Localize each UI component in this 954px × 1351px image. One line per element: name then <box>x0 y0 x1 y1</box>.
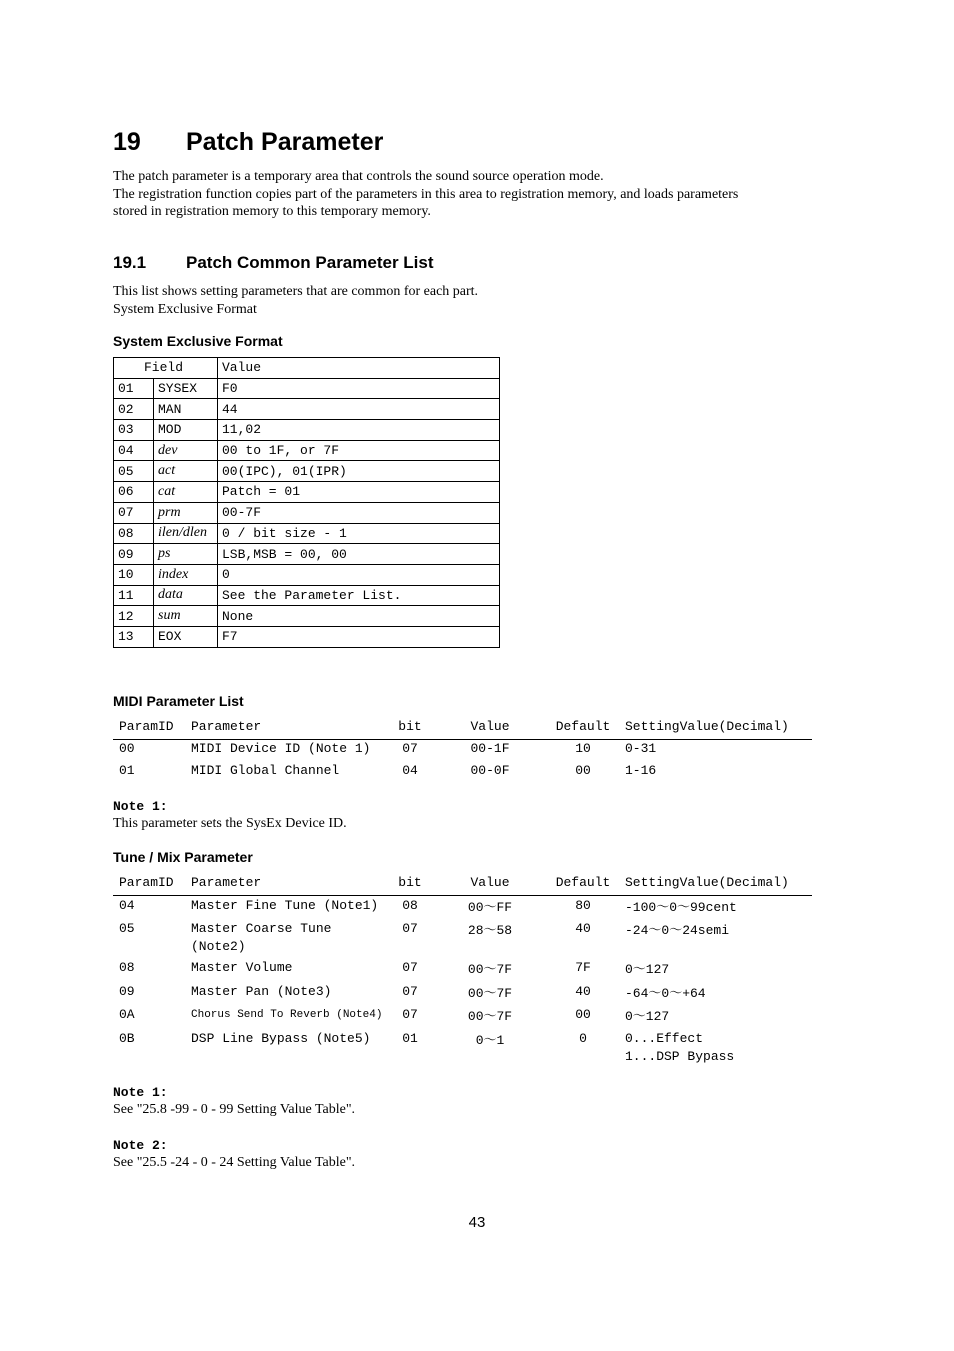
table-row <box>114 564 500 585</box>
table-row <box>113 982 812 1005</box>
table-row <box>114 420 500 441</box>
row-field: data <box>154 585 218 606</box>
midi-note-label: Note 1: <box>113 799 168 814</box>
row-number: 12 <box>114 606 154 627</box>
col-value: Value <box>470 875 510 890</box>
row-field: index <box>154 564 218 585</box>
row-field: sum <box>154 606 218 627</box>
param-id: 05 <box>119 921 135 936</box>
param-value: 00～7F <box>467 962 513 977</box>
param-name: MIDI Device ID (Note 1) <box>191 741 371 756</box>
sysex-table <box>113 357 500 648</box>
param-bit: 01 <box>402 1031 418 1046</box>
row-field: EOX <box>154 626 218 647</box>
col-bit: bit <box>398 719 422 734</box>
row-number: 11 <box>114 585 154 606</box>
row-number: 03 <box>114 420 154 441</box>
row-value: 44 <box>218 399 500 420</box>
sysex-heading: System Exclusive Format <box>113 333 283 349</box>
table-row <box>114 482 500 503</box>
col-setting: SettingValue(Decimal) <box>625 719 789 734</box>
param-value: 00-1F <box>470 741 510 756</box>
row-number: 01 <box>114 378 154 399</box>
param-id: 0A <box>119 1007 135 1022</box>
row-field: prm <box>154 502 218 523</box>
row-value: F7 <box>218 626 500 647</box>
chapter-title: Patch Parameter <box>186 128 384 156</box>
row-number: 02 <box>114 399 154 420</box>
row-field: ilen/dlen <box>154 523 218 544</box>
tune-note-2-label: Note 2: <box>113 1138 168 1153</box>
param-id: 09 <box>119 984 135 999</box>
row-value: See the Parameter List. <box>218 585 500 606</box>
section-title: Patch Common Parameter List <box>186 253 434 272</box>
param-default: 10 <box>575 741 591 756</box>
row-number: 09 <box>114 544 154 565</box>
row-value: 00 to 1F, or 7F <box>218 440 500 461</box>
table-row <box>113 1005 812 1029</box>
row-number: 07 <box>114 502 154 523</box>
table-row <box>114 440 500 461</box>
row-value: LSB,MSB = 00, 00 <box>218 544 500 565</box>
param-default: 80 <box>575 898 591 913</box>
param-default: 0 <box>579 1031 587 1046</box>
col-parameter: Parameter <box>191 875 262 890</box>
col-default: Default <box>555 719 611 734</box>
row-number: 13 <box>114 626 154 647</box>
param-default: 40 <box>575 921 591 936</box>
table-header-row <box>113 717 812 740</box>
table-row <box>114 502 500 523</box>
param-name: Master Coarse Tune <box>191 921 332 936</box>
param-setting: 0...Effect <box>625 1031 704 1046</box>
intro-paragraph <box>113 168 803 221</box>
param-value: 00-0F <box>470 763 510 778</box>
row-value: F0 <box>218 378 500 399</box>
row-number: 06 <box>114 482 154 503</box>
row-value: 0 / bit size - 1 <box>218 523 500 544</box>
row-value: 11,02 <box>218 420 500 441</box>
param-bit: 07 <box>402 741 418 756</box>
table-row <box>114 523 500 544</box>
param-setting: 0-31 <box>625 741 657 756</box>
col-parameter: Parameter <box>191 719 262 734</box>
param-name: DSP Line Bypass (Note5) <box>191 1031 371 1046</box>
row-number: 10 <box>114 564 154 585</box>
row-field: dev <box>154 440 218 461</box>
row-field: cat <box>154 482 218 503</box>
param-setting: -64～0～+64 <box>625 986 706 1001</box>
tune-note-1-text: See "25.8 -99 - 0 - 99 Setting Value Table". <box>113 1102 356 1117</box>
midi-note-text: This parameter sets the SysEx Device ID. <box>113 816 347 831</box>
param-id: 00 <box>119 741 135 756</box>
table-row <box>114 544 500 565</box>
row-field: MOD <box>154 420 218 441</box>
row-number: 08 <box>114 523 154 544</box>
param-bit: 07 <box>402 984 418 999</box>
param-value: 00～FF <box>467 900 513 915</box>
param-setting-continued: 1...DSP Bypass <box>625 1049 735 1064</box>
table-row <box>113 896 812 919</box>
tune-note-1-label: Note 1: <box>113 1085 168 1100</box>
page-number: 43 <box>468 1214 486 1231</box>
param-setting: 1-16 <box>625 763 657 778</box>
section-heading <box>113 253 434 273</box>
col-value: Value <box>470 719 510 734</box>
param-bit: 07 <box>402 1007 418 1022</box>
param-value: 28～58 <box>467 923 513 938</box>
section-intro-line: This list shows setting parameters that are common for each part. <box>113 284 479 299</box>
table-row <box>114 399 500 420</box>
section-number: 19.1 <box>113 253 147 272</box>
intro-line: stored in registration memory to this temporary memory. <box>113 204 431 219</box>
param-default: 40 <box>575 984 591 999</box>
tune-parameter-table <box>113 873 812 1069</box>
row-number: 05 <box>114 461 154 482</box>
param-bit: 07 <box>402 921 418 936</box>
param-id: 04 <box>119 898 135 913</box>
param-name: MIDI Global Channel <box>191 763 340 778</box>
intro-line: The patch parameter is a temporary area that controls the sound source operation mode. <box>113 169 604 184</box>
table-header-row <box>114 358 500 379</box>
param-bit: 04 <box>402 763 418 778</box>
param-name: Master Pan (Note3) <box>191 984 332 999</box>
table-row <box>114 626 500 647</box>
page-title <box>113 128 383 157</box>
row-value: 00(IPC), 01(IPR) <box>218 461 500 482</box>
param-setting: -24～0～24semi <box>625 923 730 938</box>
param-bit: 08 <box>402 898 418 913</box>
col-paramid: ParamID <box>119 875 174 890</box>
table-header-row <box>113 873 812 896</box>
header-field: Field <box>114 358 218 379</box>
row-value: 0 <box>218 564 500 585</box>
row-field: MAN <box>154 399 218 420</box>
row-value: 00-7F <box>218 502 500 523</box>
col-bit: bit <box>398 875 422 890</box>
table-row <box>113 740 812 762</box>
table-row <box>114 585 500 606</box>
col-setting: SettingValue(Decimal) <box>625 875 789 890</box>
chapter-number: 19 <box>113 128 141 156</box>
param-setting: 0～127 <box>625 962 670 977</box>
row-value: Patch = 01 <box>218 482 500 503</box>
row-value: None <box>218 606 500 627</box>
param-value: 0～1 <box>475 1033 505 1048</box>
param-name: Master Volume <box>191 960 293 975</box>
row-field: act <box>154 461 218 482</box>
col-paramid: ParamID <box>119 719 174 734</box>
row-field: SYSEX <box>154 378 218 399</box>
table-row <box>113 762 812 784</box>
col-default: Default <box>555 875 611 890</box>
tune-note-2-text: See "25.5 -24 - 0 - 24 Setting Value Table". <box>113 1155 356 1170</box>
header-value: Value <box>218 358 500 379</box>
param-setting: -100～0～99cent <box>625 900 737 915</box>
section-intro <box>113 283 803 318</box>
param-setting: 0～127 <box>625 1009 670 1024</box>
table-row <box>113 919 812 958</box>
table-row <box>114 606 500 627</box>
param-default: 00 <box>575 763 591 778</box>
param-default: 7F <box>575 960 591 975</box>
midi-heading: MIDI Parameter List <box>113 693 244 709</box>
param-name: Master Fine Tune (Note1) <box>191 898 379 913</box>
row-number: 04 <box>114 440 154 461</box>
param-bit: 07 <box>402 960 418 975</box>
param-id: 08 <box>119 960 135 975</box>
param-id: 0B <box>119 1031 135 1046</box>
param-value: 00～7F <box>467 1009 513 1024</box>
param-id: 01 <box>119 763 135 778</box>
intro-line: The registration function copies part of the parameters in this area to registration memory, and loads parameters <box>113 186 739 202</box>
table-row <box>113 958 812 982</box>
param-default: 00 <box>575 1007 591 1022</box>
tune-heading: Tune / Mix Parameter <box>113 849 253 865</box>
row-field: ps <box>154 544 218 565</box>
table-row <box>113 1029 812 1069</box>
midi-parameter-table <box>113 717 812 784</box>
param-name: Chorus Send To Reverb (Note4) <box>191 1009 383 1021</box>
param-name-continued: (Note2) <box>191 939 246 954</box>
section-intro-line: System Exclusive Format <box>113 301 257 317</box>
table-row <box>114 378 500 399</box>
param-value: 00～7F <box>467 986 513 1001</box>
table-row <box>114 461 500 482</box>
